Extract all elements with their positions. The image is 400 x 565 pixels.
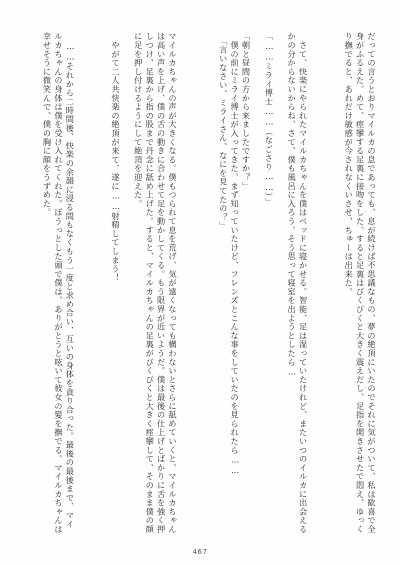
right-text-column: だっての言うとおりマイルカの息であっても、息が続けば不思議なもの、夢の絶頂にいたのでそれに気がついて、私は歓喜で全身がふるえた。めて、痙攣する足裏に接吻をした。すると足裏はびくびくと大きく震えだし、足指を開きさせたで悶え、ゆっくり撫でると、あれだけ敏感が今されなくいさせ、ちゅーは出来た。 さて、快楽にやられたマイルカちゃんを僕はベッドに寝かせる。智能、足は湿っていたけれど、またいつのイルカに出会えるかの分からないからね、さて、僕も風呂に入ろう。そう思って寝室を出ようとしたら… 「……ミライ博士……（なごさり……）」 「朝と昼間の方から来ましたですか？」 僕の前にミライ博士が入ってきた。まず知っていたけど、フレンズとこんな事をしていたのを見られたら…… 「言いなさい、ミライさん、なにを見てたの？」	[218, 32, 377, 534]
page-number: 467	[192, 548, 208, 556]
left-text-column: マイルカちゃんの声が大きくなる。僕もつられて息を荒げ、気が遠くなっても構わないとさらに舐めていくと、マイルカちゃんは高い声を上げ、僕の舌の動きに合わせて足を動かしてくる。もう限界が近いようだ。僕は最後の仕上げとばかりに舌を強く押しつけ、足裏から指の股まで丹念に舐め上げた。すると、マイルカちゃんの足裏がびくびくと大きく痙攣して、そのまま僕の顔に足を押し付けるようにして絶頂を迎えた。 やがて二人共快楽の絶頂が来て、遂に……射精してしまう！ ……それから二時間後、快楽の余韻に浸る間もなくもう一度と求め合い、互いの身体を貪り合った。最後の最後まで、マイルカちゃんの身体は僕を受け入れてくれた。ぼうっとした頭で僕は、ありがとうと呟いて彼女の髪を撫でる。マイルカちゃんは幸せそうに微笑んで、僕の胸に顔をうずめた。	[42, 32, 178, 534]
